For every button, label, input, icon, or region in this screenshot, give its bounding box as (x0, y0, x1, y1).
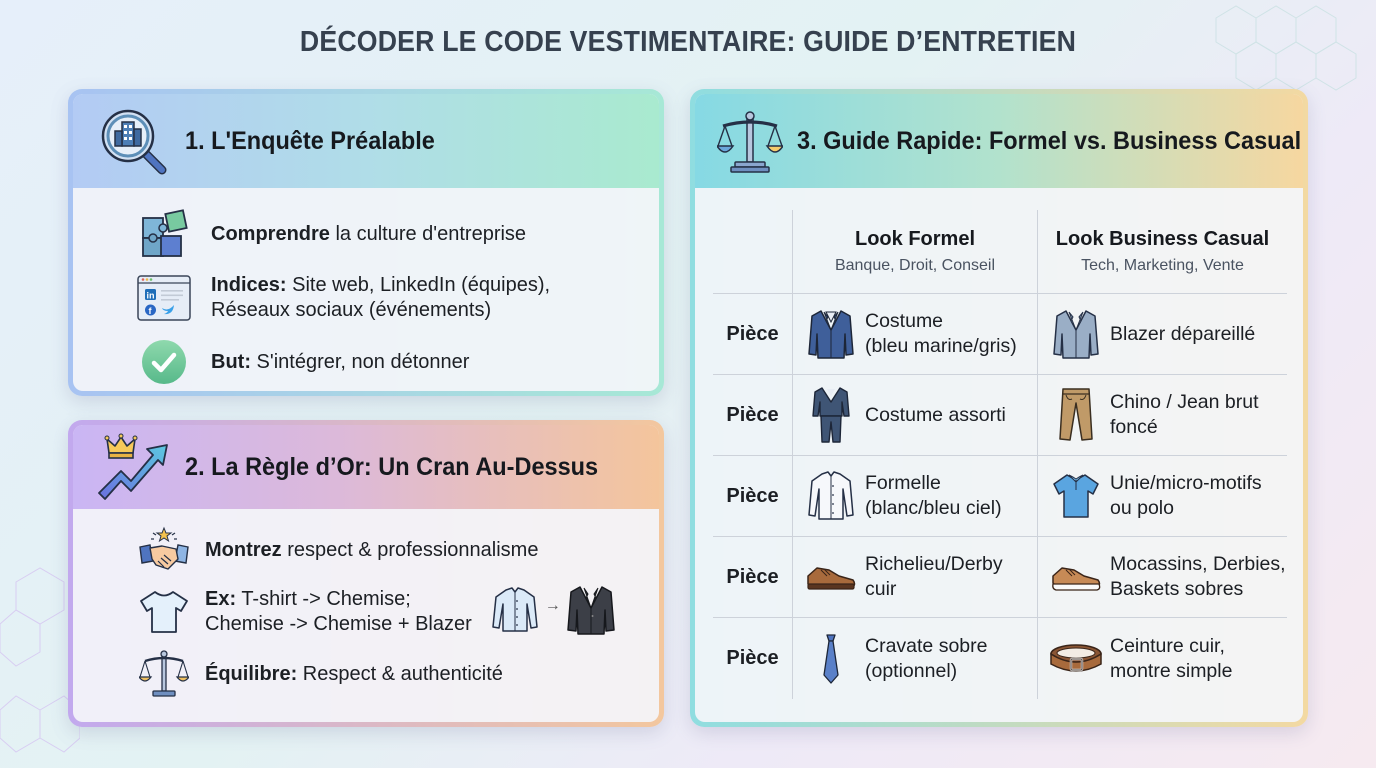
list-item-text: Comprendre la culture d'entreprise (211, 222, 527, 245)
card-quick-guide-header (695, 94, 1303, 188)
cell-casual: Ceinture cuir, montre simple (1038, 618, 1287, 699)
table-header-empty (713, 210, 793, 293)
table-row (713, 618, 1287, 699)
sneaker-icon (1048, 549, 1104, 605)
dark-blazer-icon (566, 584, 616, 641)
card-golden-rule (68, 420, 664, 727)
card-golden-rule-header (73, 425, 659, 509)
table-header-formel: Look Formel Banque, Droit, Conseil (793, 210, 1038, 293)
polo-shirt-icon (1048, 468, 1104, 524)
table-header-row (713, 210, 1287, 294)
page-title: DÉCODER LE CODE VESTIMENTAIRE: GUIDE D’ENTRETIEN (299, 26, 1077, 58)
derby-shoe-icon (803, 549, 859, 605)
magnifier-building-icon (95, 103, 171, 179)
list-item-text: Ex: T-shirt -> Chemise; Chemise -> Chemise + Blazer (205, 588, 472, 635)
cell-formel: Richelieu/Derby cuir (793, 537, 1038, 617)
balance-scale-icon (135, 645, 193, 703)
list-item (135, 202, 659, 266)
dress-shirt-icon (803, 468, 859, 524)
row-label: Pièce (713, 537, 793, 617)
crown-trend-arrow-icon (95, 429, 171, 505)
row-label: Pièce (713, 456, 793, 536)
comparison-table (713, 210, 1287, 699)
list-item (135, 581, 659, 643)
social-media-browser-icon (135, 269, 193, 327)
dress-shirt-icon (490, 587, 540, 638)
handshake-star-icon (135, 521, 193, 579)
list-item (135, 643, 659, 705)
table-row (713, 375, 1287, 456)
card-golden-rule-title: 2. La Règle d’Or: Un Cran Au-Dessus (185, 452, 599, 481)
shirt-to-blazer-illustration (490, 584, 616, 641)
svg-text:f: f (148, 306, 152, 316)
card-research (68, 89, 664, 396)
tie-icon (803, 631, 859, 687)
card-quick-guide (690, 89, 1308, 727)
list-item-text: Indices: Site web, LinkedIn (équipes), Réseaux sociaux (événements) (211, 274, 551, 321)
table-row (713, 294, 1287, 375)
cell-formel: Costume (bleu marine/gris) (793, 294, 1038, 374)
card-quick-guide-title: 3. Guide Rapide: Formel vs. Business Casual (797, 126, 1302, 155)
table-header-casual: Look Business Casual Tech, Marketing, Vente (1055, 228, 1270, 274)
navy-suit-jacket-icon (803, 306, 859, 362)
cell-formel: Formelle (blanc/bleu ciel) (793, 456, 1038, 536)
cell-casual: Unie/micro-motifs ou polo (1038, 456, 1287, 536)
puzzle-icon (135, 205, 193, 263)
check-circle-icon (135, 333, 193, 391)
row-label: Pièce (713, 375, 793, 455)
cell-formel: Costume assorti (793, 375, 1038, 455)
cell-casual: Mocassins, Derbies, Baskets sobres (1038, 537, 1287, 617)
svg-text:in: in (146, 290, 155, 301)
row-label: Pièce (713, 294, 793, 374)
cell-casual: Blazer dépareillé (1038, 294, 1287, 374)
list-item-text: But: S'intégrer, non détonner (211, 350, 470, 373)
cell-formel: Cravate sobre (optionnel) (793, 618, 1038, 699)
table-row (713, 456, 1287, 537)
arrow-right-icon: → (544, 597, 561, 614)
full-suit-icon (803, 387, 859, 443)
cell-casual: Chino / Jean brut foncé (1038, 375, 1287, 455)
list-item (135, 330, 659, 391)
balance-scale-icon (717, 103, 783, 179)
grey-blazer-icon (1048, 306, 1104, 362)
leather-belt-icon (1048, 631, 1104, 687)
list-item (135, 266, 659, 330)
row-label: Pièce (713, 618, 793, 699)
list-item-text: Équilibre: Respect & authenticité (205, 662, 503, 685)
tshirt-icon (135, 583, 193, 641)
chino-pants-icon (1048, 387, 1104, 443)
list-item (135, 519, 659, 581)
card-research-title: 1. L'Enquête Préalable (185, 126, 435, 155)
table-row (713, 537, 1287, 618)
list-item-text: Montrez respect & professionnalisme (205, 538, 539, 561)
card-research-header (73, 94, 659, 188)
